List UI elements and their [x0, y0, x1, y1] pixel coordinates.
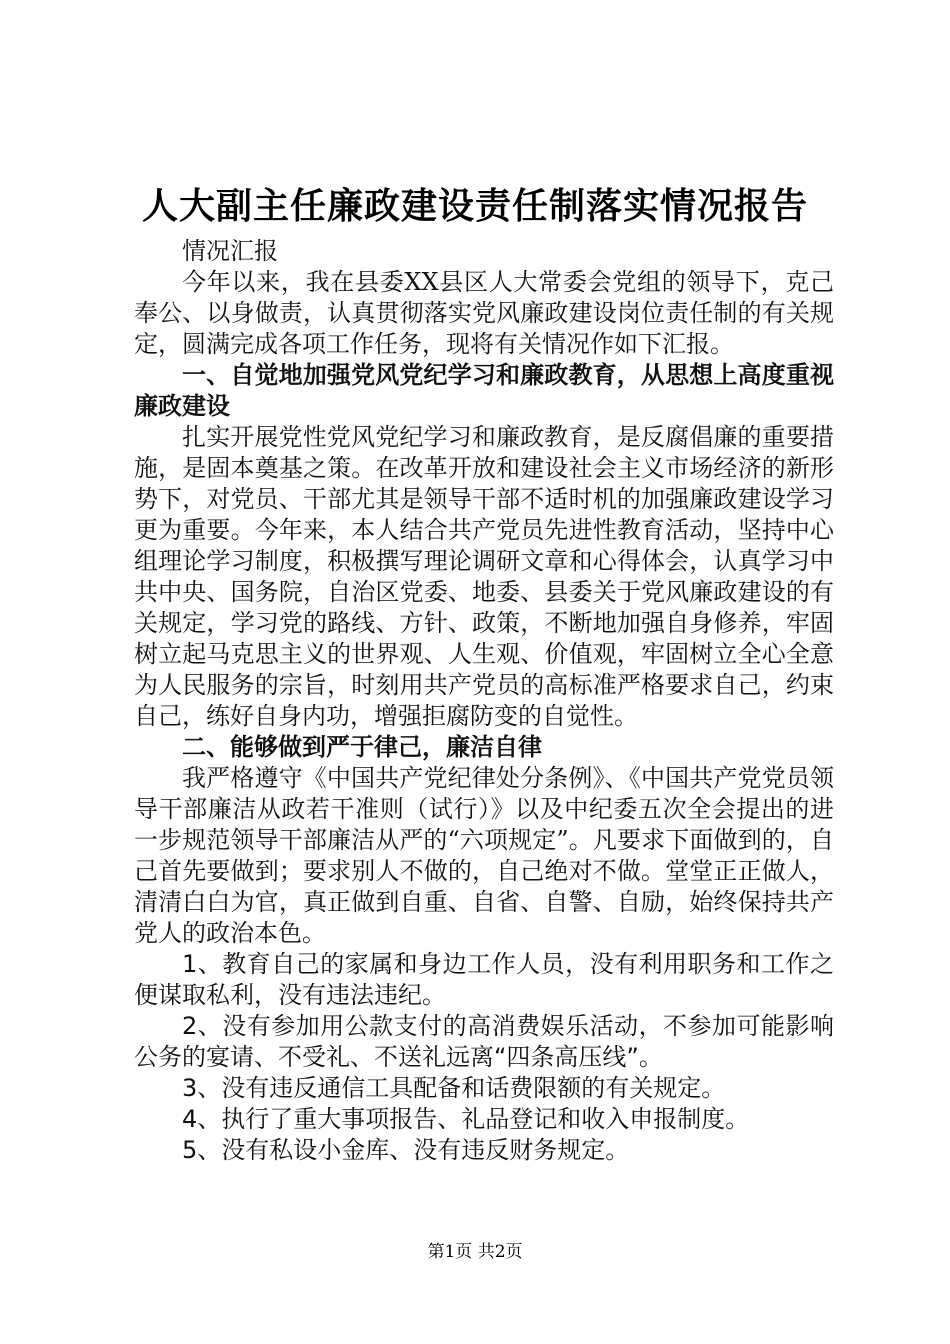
list-item-4: 4、执行了重大事项报告、礼品登记和收入申报制度。	[182, 1105, 750, 1133]
paragraph-intro-label: 情况汇报	[182, 237, 278, 265]
list-item-1: 1、教育自己的家属和身边工作人员，没有利用职务和工作之便谋取私利，没有违法违纪。	[134, 950, 834, 1009]
paragraph-section-1: 扎实开展党性党风党纪学习和廉政教育，是反腐倡廉的重要措施，是固本奠基之策。在改革开放和建设社会主义市场经济的新形势下，对党员、干部尤其是领导干部不适时机的加强廉政建设学习更为重要。今年来，本人结合共产党员先进性教育活动，坚持中心组理论学习制度，积极撰写理论调研文章和心得体会，认真学习中共中央、国务院，自治区党委、地委、县委关于党风廉政建设的有关规定，学习党的路线、方针、政策，不断地加强自身修养，牢固树立起马克思主义的世界观、人生观、价值观，牢固树立全心全意为人民服务的宗旨，时刻用共产党员的高标准严格要求自己，约束自己，练好自身内功，增强拒腐防变的自觉性。	[134, 423, 834, 730]
page-number-footer: 第1页 共2页	[427, 1242, 523, 1262]
document-title: 人大副主任廉政建设责任制落实情况报告	[141, 185, 808, 227]
list-item-2: 2、没有参加用公款支付的高消费娱乐活动，不参加可能影响公务的宴请、不受礼、不送礼远离“四条高压线”。	[134, 1012, 834, 1071]
document-body	[134, 236, 834, 1166]
paragraph-intro: 今年以来，我在县委XX县区人大常委会党组的领导下，克己奉公、以身做责，认真贯彻落实党风廉政建设岗位责任制的有关规定，圆满完成各项工作任务，现将有关情况作如下汇报。	[134, 268, 834, 358]
section-heading-2: 二、能够做到严于律己，廉洁自律	[182, 733, 542, 761]
list-item-3: 3、没有违反通信工具配备和话费限额的有关规定。	[182, 1074, 726, 1102]
section-heading-1: 一、自觉地加强党风党纪学习和廉政教育，从思想上高度重视廉政建设	[134, 361, 834, 420]
paragraph-section-2: 我严格遵守《中国共产党纪律处分条例》、《中国共产党党员领导干部廉洁从政若干准则（试行）》以及中纪委五次全会提出的进一步规范领导干部廉洁从严的“六项规定”。凡要求下面做到的，自己首先要做到；要求别人不做的，自己绝对不做。堂堂正正做人，清清白白为官，真正做到自重、自省、自警、自励，始终保持共产党人的政治本色。	[134, 764, 834, 947]
list-item-5: 5、没有私设小金库、没有违反财务规定。	[182, 1136, 630, 1164]
